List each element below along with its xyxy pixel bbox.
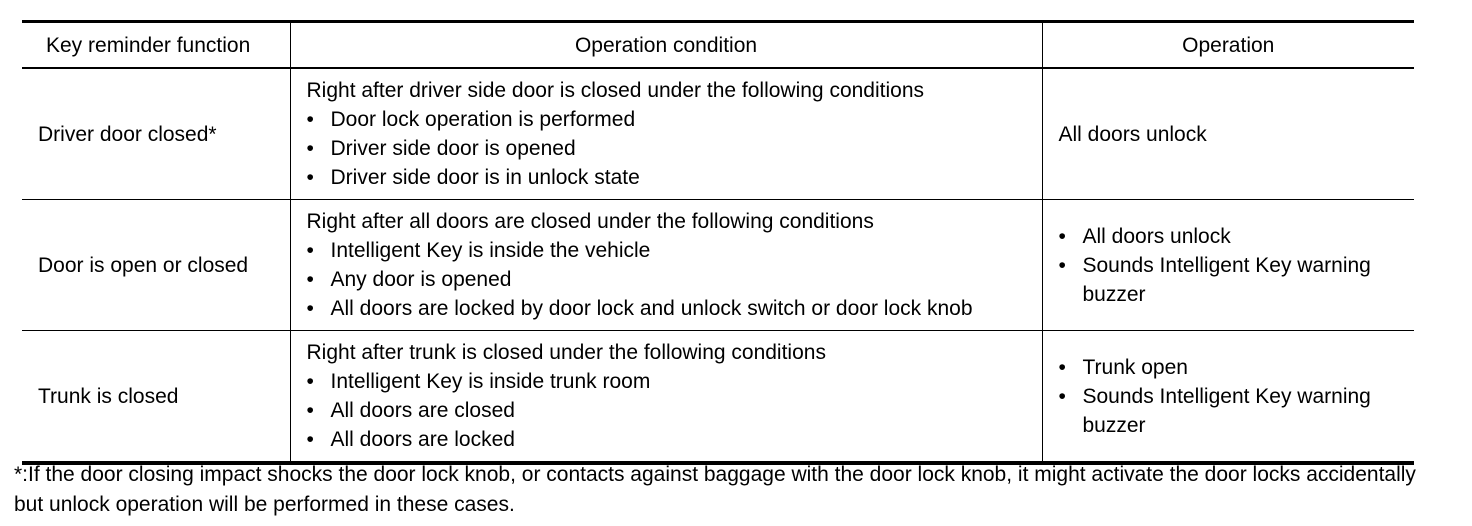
key-reminder-table xyxy=(22,20,1414,465)
condition-lead: Right after all doors are closed under the following conditions xyxy=(306,210,874,233)
list-item: • All doors are locked xyxy=(307,425,1032,454)
list-item: • Sounds Intelligent Key warning buzzer xyxy=(1059,251,1405,309)
list-item: • Door lock operation is performed xyxy=(307,105,1032,134)
footnote: *:If the door closing impact shocks the door lock knob, or contacts against baggage with the door lock knob, it might activate the door locks accidentally but unlock operation will be performed in these cases. xyxy=(14,463,1416,516)
list-item: • Driver side door is opened xyxy=(307,134,1032,163)
list-item: • Any door is opened xyxy=(307,265,1032,294)
condition-lead: Right after driver side door is closed under the following conditions xyxy=(306,79,925,102)
condition-cell xyxy=(290,331,1042,464)
table-row xyxy=(22,331,1414,464)
list-item: • Intelligent Key is inside the vehicle xyxy=(307,236,1032,265)
header-row xyxy=(22,22,1414,69)
condition-cell xyxy=(290,200,1042,331)
function-cell: Driver door closed* xyxy=(22,68,290,200)
list-item: • Driver side door is in unlock state xyxy=(307,163,1032,192)
list-item: • Sounds Intelligent Key warning buzzer xyxy=(1059,382,1405,440)
list-item: • All doors unlock xyxy=(1059,222,1405,251)
operation-cell xyxy=(1042,331,1414,464)
list-item: • Trunk open xyxy=(1059,353,1405,382)
header-operation-condition: Operation condition xyxy=(290,22,1042,69)
condition-list xyxy=(307,105,1032,192)
header-key-reminder-function: Key reminder function xyxy=(22,22,290,69)
operation-cell: All doors unlock xyxy=(1042,68,1414,200)
operation-cell xyxy=(1042,200,1414,331)
condition-list xyxy=(307,367,1032,454)
header-operation: Operation xyxy=(1042,22,1414,69)
list-item: • All doors are closed xyxy=(307,396,1032,425)
table-row xyxy=(22,200,1414,331)
list-item: • Intelligent Key is inside trunk room xyxy=(307,367,1032,396)
condition-cell xyxy=(290,68,1042,200)
function-cell: Door is open or closed xyxy=(22,200,290,331)
operation-list xyxy=(1059,222,1405,309)
function-cell: Trunk is closed xyxy=(22,331,290,464)
list-item: • All doors are locked by door lock and unlock switch or door lock knob xyxy=(307,294,1032,323)
condition-list xyxy=(307,236,1032,323)
operation-list xyxy=(1059,353,1405,440)
condition-lead: Right after trunk is closed under the following conditions xyxy=(306,341,826,364)
table-row xyxy=(22,68,1414,200)
